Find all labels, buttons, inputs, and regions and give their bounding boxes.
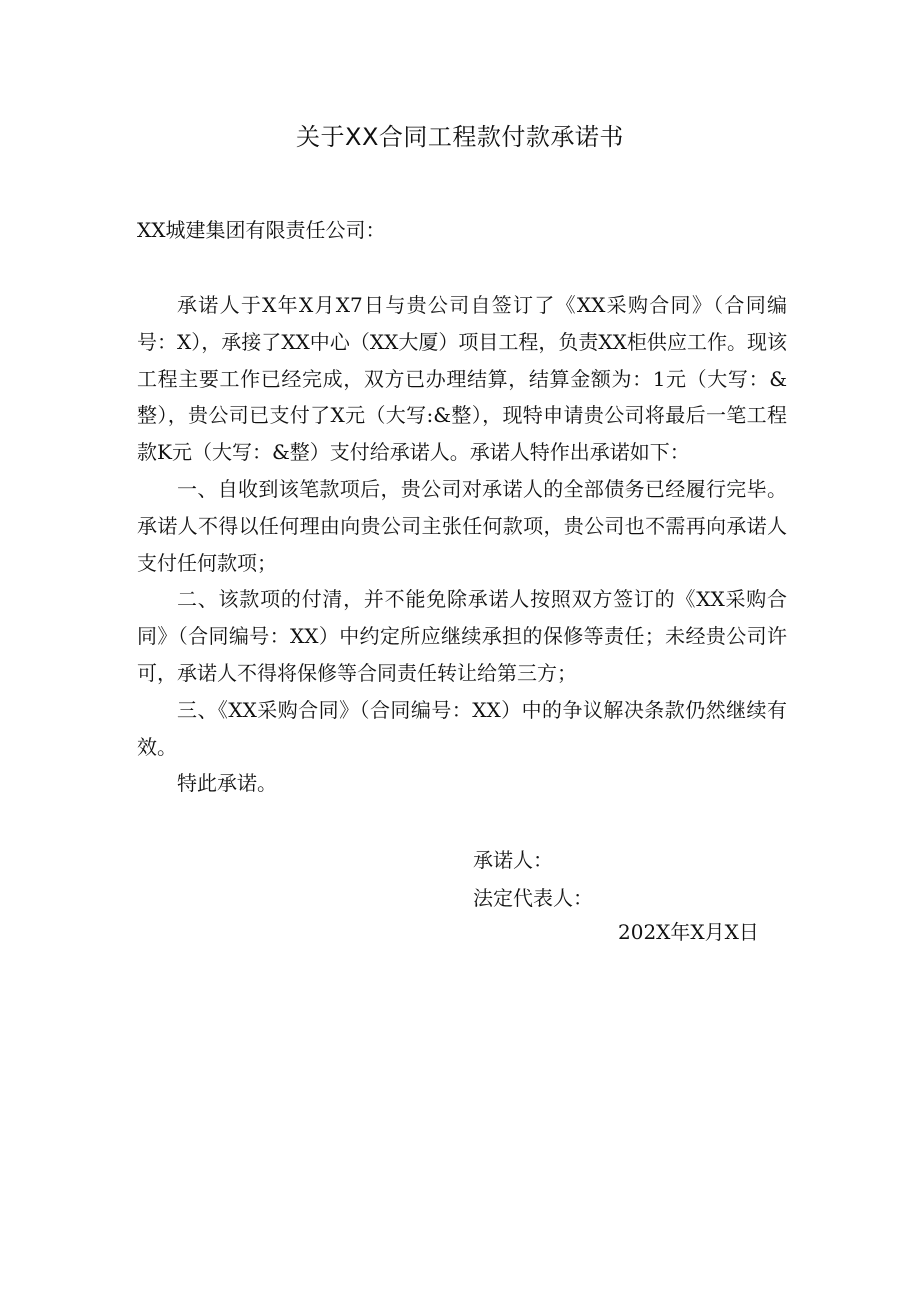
paragraph-clause-1: 一、自收到该笔款项后，贵公司对承诺人的全部债务已经履行完毕。承诺人不得以任何理由向贵公司主张任何款项，贵公司也不需再向承诺人支付任何款项； xyxy=(137,476,787,575)
signer-label: 承诺人： xyxy=(473,848,553,872)
paragraph-clause-2: 二、该款项的付清，并不能免除承诺人按照双方签订的《XX采购合同》（合同编号：XX）中约定所应继续承担的保修等责任；未经贵公司许可，承诺人不得将保修等合同责任转让给第三方； xyxy=(137,587,787,685)
document-body xyxy=(137,287,787,802)
legal-rep-label: 法定代表人： xyxy=(473,886,593,910)
document-date: 202X年X月X日 xyxy=(618,920,759,944)
paragraph-closing: 特此承诺。 xyxy=(177,771,277,796)
salutation: XX城建集团有限责任公司： xyxy=(137,218,386,242)
paragraph-intro: 承诺人于X年X月X7日与贵公司自签订了《XX采购合同》（合同编号：X），承接了XX中心（XX大厦）项目工程，负责XX柜供应工作。现该工程主要工作已经完成，双方已办理结算，结算金额为：1元（大写：&整），贵公司已支付了X元（大写:&整），现特申请贵公司将最后一笔工程款K元（大写：&整）支付给承诺人。承诺人特作出承诺如下： xyxy=(137,293,787,465)
paragraph-clause-3: 三、《XX采购合同》（合同编号：XX）中的争议解决条款仍然继续有效。 xyxy=(137,697,787,759)
document-title: 关于XX合同工程款付款承诺书 xyxy=(296,123,624,151)
